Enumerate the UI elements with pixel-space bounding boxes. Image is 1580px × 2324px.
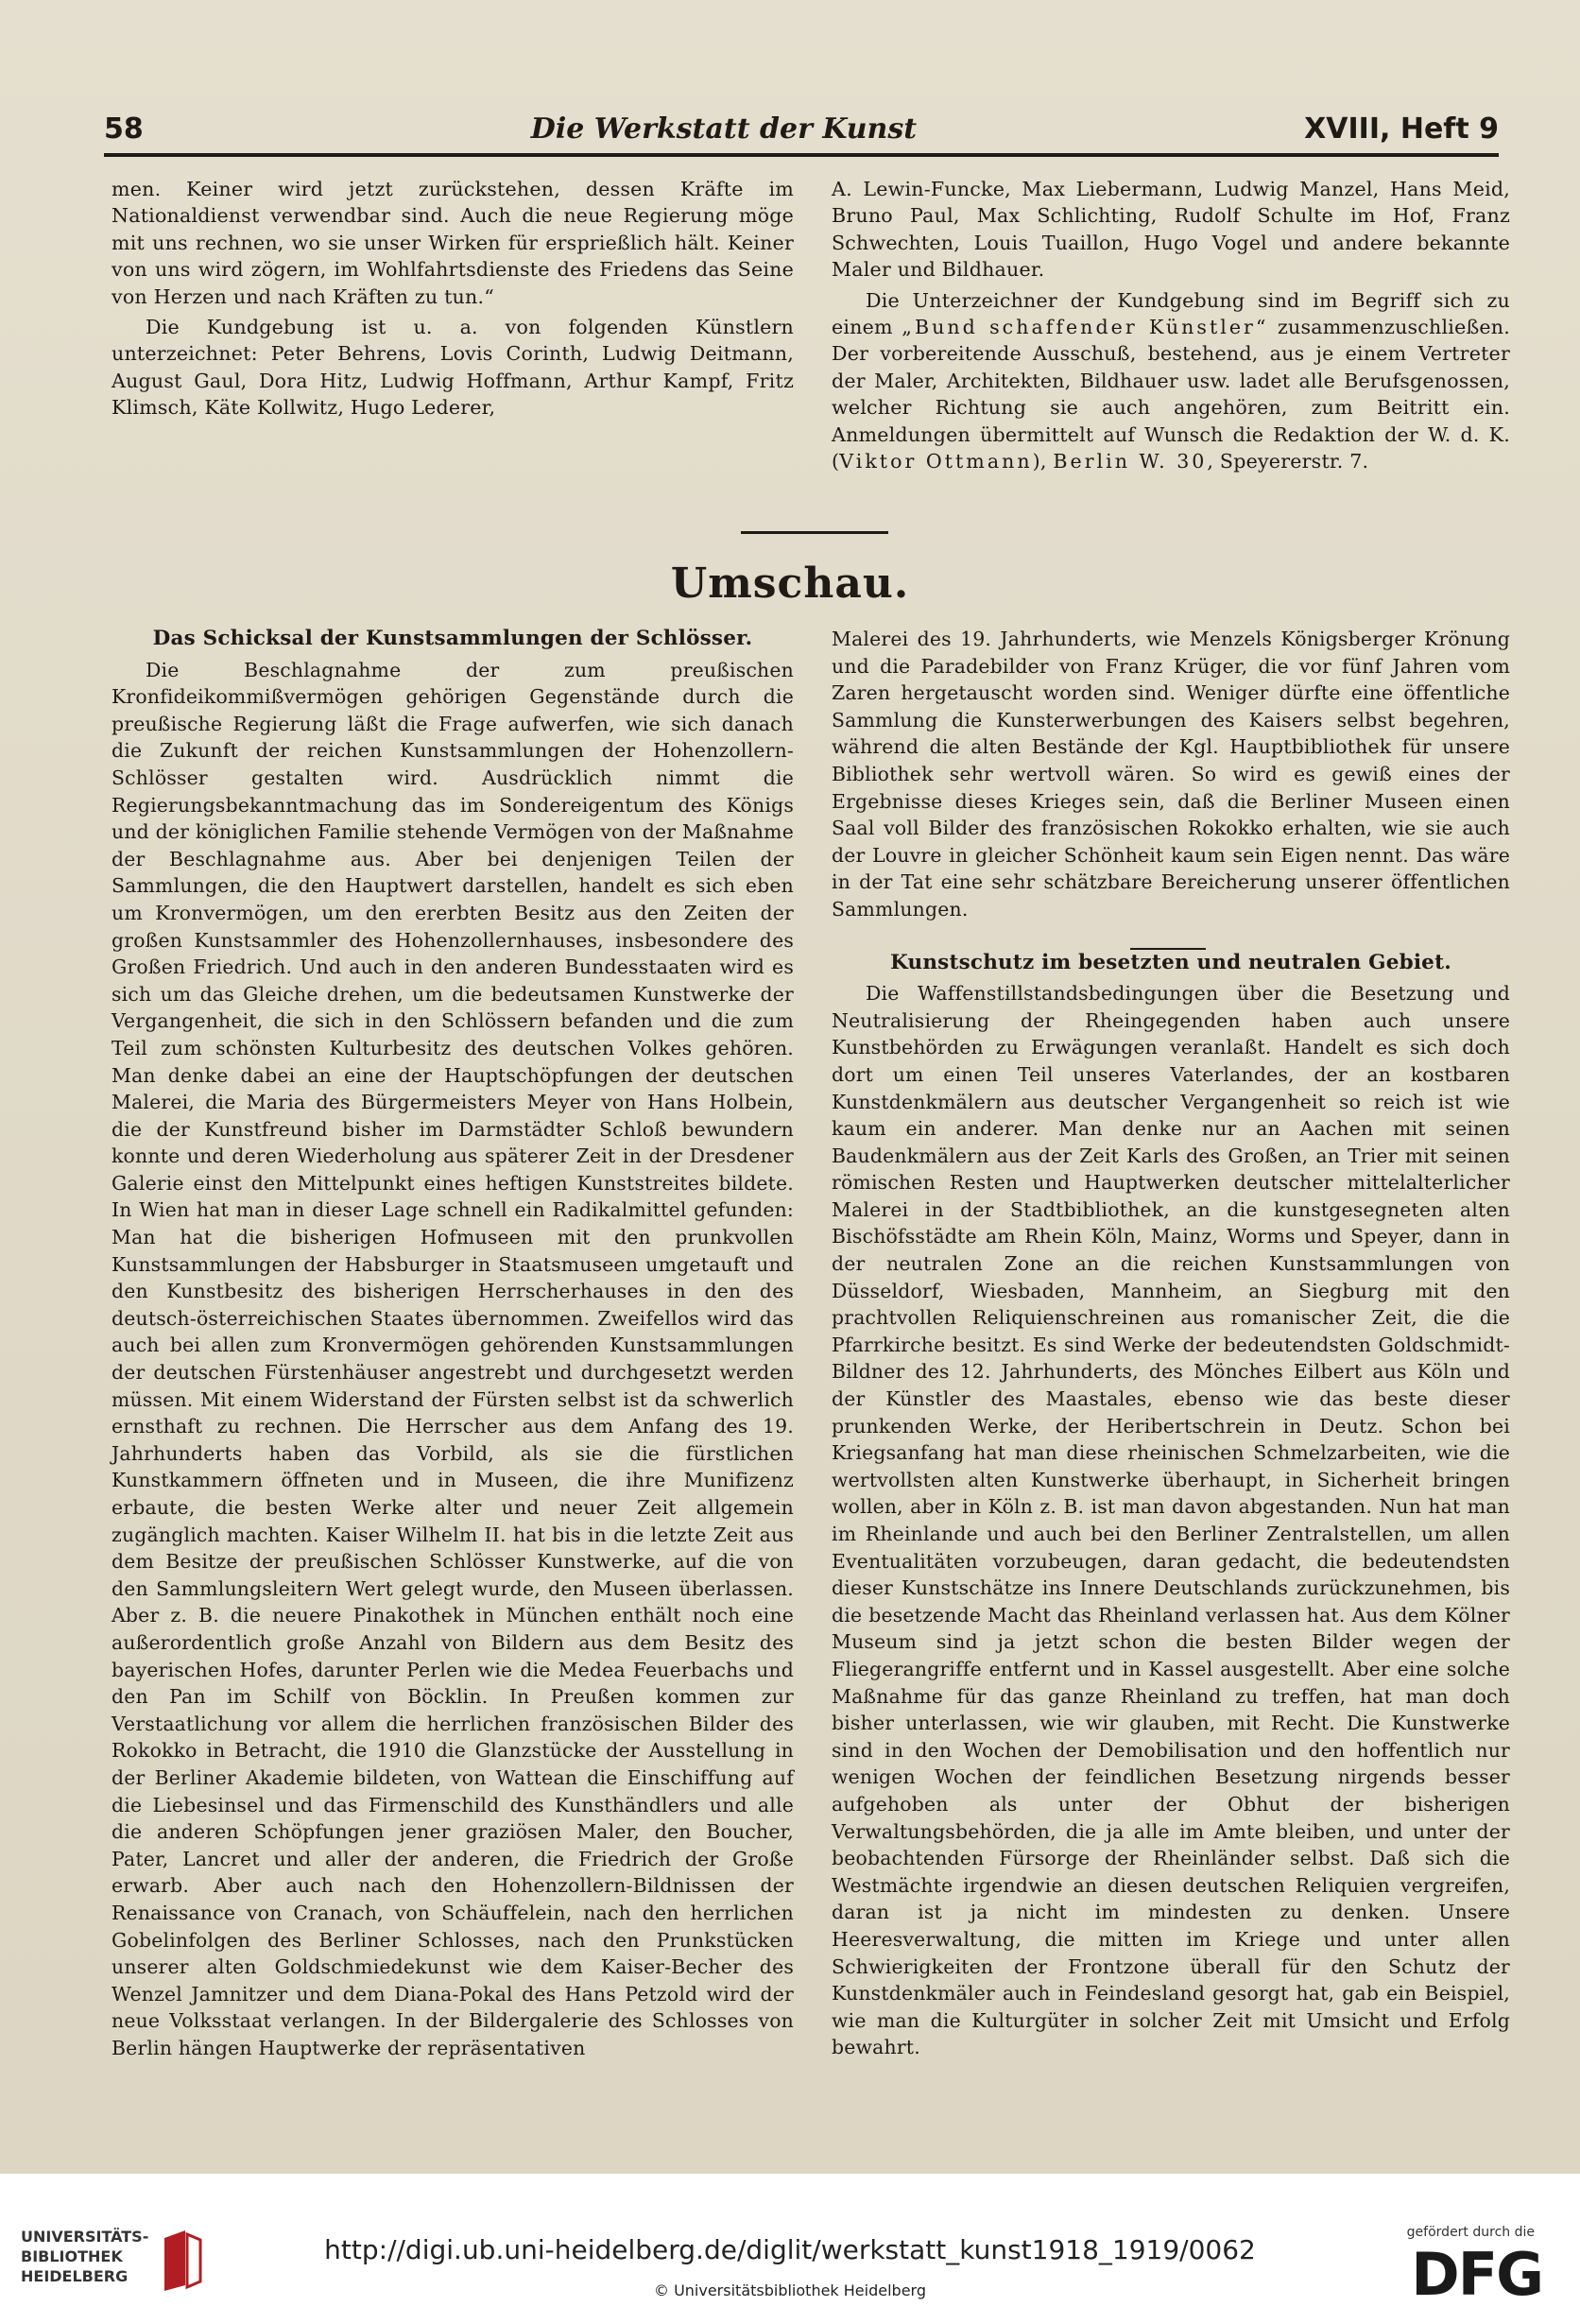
text-run: ),	[1032, 450, 1054, 473]
library-name-line: BIBLIOTHEK	[21, 2247, 123, 2265]
paragraph: Malerei des 19. Jahrhunderts, wie Menzels Königsberger Krönung und die Paradebilder von Franz Krüger, die vor fünf Jahren vom Zaren hergetauscht worden sind. Weniger dürfte eine öffentliche Sammlung die Kunsterwerbungen des Kaisers selbst begehren, während die alten Bestände der Kgl. Hauptbibliothek für unsere Bibliothek sehr wertvoll wären. So wird es gewiß eines der Ergebnisse dieses Krieges sein, daß die Berliner Museen einen Saal voll Bilder des französischen Rokokko erhalten, wie sie auch der Louvre in gleicher Schönheit kaum sein Eigen nennt. Das wäre in der Tat eine sehr schätzbare Bereicherung unserer öffentlichen Sammlungen.	[832, 628, 1510, 921]
article-divider	[1130, 948, 1206, 950]
copyright-notice: © Universitätsbibliothek Heidelberg	[653, 2281, 926, 2299]
library-name	[21, 2227, 163, 2286]
column-top-right	[832, 176, 1510, 474]
ub-heidelberg-logo-icon	[161, 2229, 204, 2293]
footer-bar	[0, 2174, 1580, 2324]
paragraph	[832, 287, 1510, 475]
dfg-logo-icon: DFG	[1411, 2240, 1542, 2309]
paragraph: Die Beschlagnahme der zum preußischen Kronfideikommißvermögen gehörigen Gegenstände durch die preußische Regierung läßt die Frage aufwerfen, wie sich danach die Zukunft der reichen Kunstsammlungen der Hohenzollern-Schlösser gestalten wird. Ausdrücklich nimmt die Regierungsbekanntmachung das im Sondereigentum des Königs und der königlichen Familie stehende Vermögen von der Maßnahme der Beschlagnahme aus. Aber bei denjenigen Teilen der Sammlungen, die den Hauptwert darstellen, handelt es sich eben um Kronvermögen, um den ererbten Besitz aus den Zeiten der großen Kunstsammler des Hohenzollernhauses, insbesondere des Großen Friedrich. Und auch in den anderen Bundesstaaten wird es sich um das Gleiche drehen, um die bedeutsamen Kunstwerke der Vergangenheit, die sich in den Schlössern befanden und die zum Teil zum schönsten Kulturbesitz des deutschen Volkes gehören. Man denke dabei an eine der Hauptschöpfungen der deutschen Malerei, die Maria des Bürgermeisters Meyer von Hans Holbein, die der Kunstfreund bisher im Darmstädter Schloß bewundern konnte und deren Wiederholung aus späterer Zeit in der Dresdener Galerie einst den Mittelpunkt eines heftigen Kunststreites bildete. In Wien hat man in dieser Lage schnell ein Radikalmittel gefunden: Man hat die bisherigen Hofmuseen mit den prunkvollen Kunstsammlungen der Habsburger in Staatsmuseen umgetauft und den Kunstbesitz des bisherigen Herrscherhauses in den des deutsch-österreichischen Staates übernommen. Zweifellos wird das auch bei allen zum Kronvermögen gehörenden Kunstsammlungen der deutschen Fürstenhäuser angestrebt und durchgesetzt werden müssen. Mit einem Widerstand der Fürsten selbst ist da schwerlich ernsthaft zu rechnen. Die Herrscher aus dem Anfang des 19. Jahrhunderts haben das Vorbild, als sie die fürstlichen Kunstkammern öffneten und in Museen, die ihre Munifizenz erbaute, die besten Werke alter und neuer Zeit allgemein zugänglich machten. Kaiser Wilhelm II. hat bis in die letzte Zeit aus dem Besitze der preußischen Schlösser Kunstwerke, auf die von den Sammlungsleitern Wert gelegt wurde, den Museen überlassen. Aber z. B. die neuere Pinakothek in München enthält noch eine außerordentlich große Anzahl von Bildern aus dem Besitz des bayerischen Hofes, darunter Perlen wie die Medea Feuerbachs und den Pan im Schilf von Böcklin. In Preußen kommen zur Verstaatlichung vor allem die herrlichen französischen Bilder des Rokokko in Betracht, die 1910 die Glanzstücke der Ausstellung in der Berliner Akademie bildeten, von Wattean die Einschiffung auf die Liebesinsel und das Firmenschild des Kunsthändlers und alle die anderen Schöpfungen jener graziösen Maler, den Boucher, Pater, Lancret und aller der anderen, die Friedrich der Große erwarb. Aber auch nach den Hohenzollern-Bildnissen der Renaissance von Cranach, von Schäuffelein, nach den herrlichen Gobelinfolgen des Berliner Schlosses, nach den Prunkstücken unserer alten Goldschmiedekunst wie dem Kaiser-Becher des Wenzel Jamnitzer und dem Diana-Pokal des Hans Petzold wird der neue Volksstaat verlangen. In der Bildergalerie des Schlosses von Berlin hängen Hauptwerke der repräsentativen	[112, 658, 794, 2059]
article-heading: Kunstschutz im besetzten und neutralen Gebiet.	[890, 950, 1451, 974]
paragraph: Die Kundgebung ist u. a. von folgenden Künstlern unterzeichnet: Peter Behrens, Lovis Corinth, Ludwig Deitmann, August Gaul, Dora Hitz, Ludwig Hoffmann, Arthur Kampf, Fritz Klimsch, Käte Kollwitz, Hugo Lederer,	[112, 316, 794, 420]
article-heading: Das Schicksal der Kunstsammlungen der Schlösser.	[152, 627, 753, 650]
section-divider	[741, 531, 888, 534]
column-bottom-right	[832, 626, 1510, 2061]
column-top-left	[112, 176, 794, 422]
text-run: , Speyererstr. 7.	[1207, 450, 1369, 473]
issue-label: XVIII, Heft 9	[1304, 112, 1499, 146]
library-name-line: HEIDELBERG	[21, 2267, 129, 2285]
text-run: Die Unterzeichner der Kundgebung sind im Begriff sich zu einem	[832, 288, 1510, 339]
association-name: „Bund schaffender Künstler“	[902, 316, 1269, 339]
paragraph: men. Keiner wird jetzt zurückstehen, dessen Kräfte im Nationaldienst verwendbar sind. Auch die neue Regierung möge mit uns rechnen, wo sie unser Wirken für ersprießlich hält. Keiner von uns wird zögern, im Wohlfahrtsdienste des Friedens das Seine von Herzen und nach Kräften zu tun.“	[112, 178, 794, 308]
paragraph: Die Waffenstillstandsbedingungen über die Besetzung und Neutralisierung der Rheingegenden haben auch unsere Kunstbehörden zu Erwägungen veranlaßt. Handelt es sich doch dort um einen Teil unseres Vaterlandes, der an kostbaren Kunstdenkmälern aus deutscher Vergangenheit so reich ist wie kaum ein anderer. Man denke nur an Aachen mit seinen Baudenkmälern aus der Zeit Karls des Großen, an Trier mit seinen römischen Resten und Hauptwerken deutscher mittelalterlicher Malerei in der Stadtbibliothek, an die kunstgesegneten alten Bischöfsstädte am Rhein Köln, Mainz, Worms und Speyer, dann in der neutralen Zone an die reichen Kunstsammlungen von Düsseldorf, Wiesbaden, Mannheim, an Siegburg mit den prachtvollen Reliquienschreinen aus romanischer Zeit, die die Pfarrkirche besitzt. Es sind Werke der bedeutendsten Goldschmidt-Bildner des 12. Jahrhunderts, des Mönches Eilbert aus Köln und der Künstler des Maastales, ebenso wie das beste dieser prunkenden Werke, der Heribertschrein in Deutz. Schon bei Kriegsanfang hat man diese rheinischen Schmelzarbeiten, wie die wertvollsten alten Kunstwerke überhaupt, in Sicherheit bringen wollen, aber in Köln z. B. ist man davon abgestanden. Nun hat man im Rheinlande und auch bei den Berliner Zentralstellen, um allen Eventualitäten vorzubeugen, daran gedacht, die bedeutendsten dieser Kunstschätze ins Innere Deutschlands zurückzunehmen, bis die besetzende Macht das Rheinland verlassen hat. Aus dem Kölner Museum sind ja jetzt schon die besten Bilder wegen der Fliegerangriffe entfernt und in Kassel ausgestellt. Aber eine solche Maßnahme für das ganze Rheinland zu treffen, hat man doch bisher unterlassen, wie wir glauben, mit Recht. Die Kunstwerke sind in den Wochen der Demobilisation und den hoffentlich nur wenigen Wochen der feindlichen Besetzung nirgends besser aufgehoben als unter der Obhut der bisherigen Verwaltungsbehörden, die ja alle im Amte bleiben, und unter der beobachtenden Fürsorge der Rheinländer selbst. Daß sich die Westmächte irgendwie an diesen deutschen Reliquien vergreifen, daran ist ja nicht im mindesten zu denken. Unsere Heeresverwaltung, die mitten im Kriege und unter allen Schwierigkeiten der Frontzone überall für den Schutz der Kunstdenkmäler auch in Feindesland gesorgt hat, gab ein Beispiel, wie man die Kulturgüter in solcher Zeit mit Umsicht und Erfolg bewahrt.	[832, 982, 1510, 2059]
library-name-line: UNIVERSITÄTS-	[21, 2228, 149, 2246]
running-head	[104, 106, 1499, 146]
editor-name: Viktor Ottmann	[839, 450, 1033, 473]
section-title: Umschau.	[670, 559, 910, 608]
page-number: 58	[104, 112, 144, 146]
paragraph: A. Lewin-Funcke, Max Liebermann, Ludwig Manzel, Hans Meid, Bruno Paul, Max Schlichting, Rudolf Schulte im Hof, Franz Schwechten, Louis Tuaillon, Hugo Vogel und andere bekannte Maler und Bildhauer.	[832, 178, 1510, 282]
city-address: Berlin W. 30	[1053, 450, 1208, 473]
permalink-url[interactable]: http://digi.ub.uni-heidelberg.de/diglit/werkstatt_kunst1918_1919/0062	[324, 2234, 1256, 2265]
journal-title: Die Werkstatt der Kunst	[530, 112, 918, 146]
funding-note: gefördert durch die	[1406, 2225, 1535, 2240]
text-run: zusammenzuschließen. Der vorbereitende Ausschuß, bestehend, aus je einem Vertreter der Maler, Architekten, Bildhauer usw. ladet alle Berufsgenossen, welcher Richtung sie auch angehören, zum Beitritt ein. Anmeldungen übermittelt auf Wunsch die Redaktion der W. d. K. (	[832, 316, 1511, 473]
header-rule	[104, 153, 1499, 157]
column-bottom-left	[112, 626, 794, 2061]
